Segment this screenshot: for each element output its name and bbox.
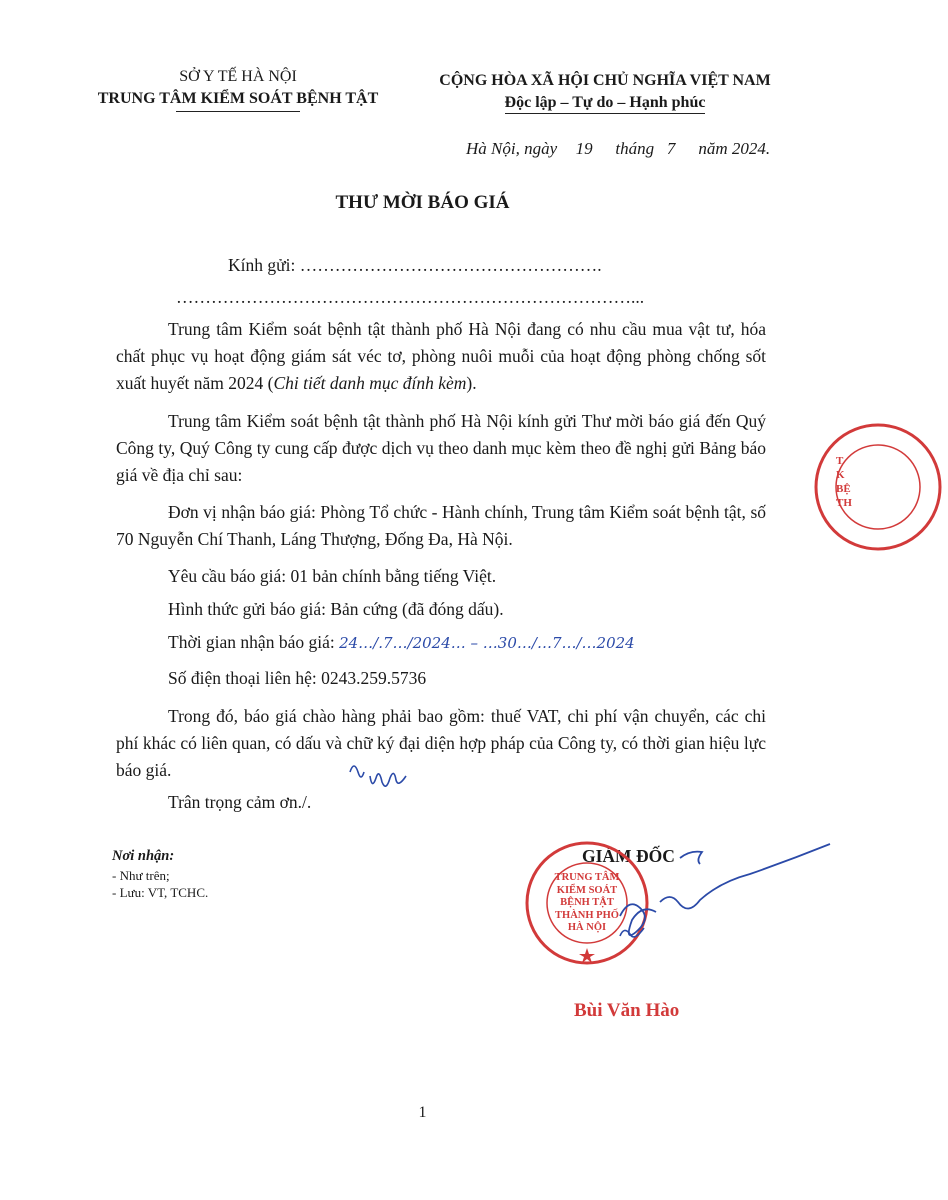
recipients-block [112, 848, 208, 901]
org-parent: SỞ Y TẾ HÀ NỘI [179, 68, 297, 85]
recipient-item: - Lưu: VT, TCHC. [112, 885, 209, 900]
salutation: Kính gửi: ……………………………………………. [228, 255, 602, 275]
country-name: CỘNG HÒA XÃ HỘI CHỦ NGHĨA VIỆT NAM [439, 72, 771, 89]
doc-title: THƯ MỜI BÁO GIÁ [335, 192, 510, 213]
recipients-label: Nơi nhận: [112, 848, 175, 864]
paragraph-invitation: Trung tâm Kiểm soát bệnh tật thành phố Hà Nội kính gửi Thư mời báo giá đến Quý Công ty, Quý Công ty cung cấp được dịch vụ theo danh mục kèm theo đề nghị gửi Bảng báo giá về địa chỉ sau: [116, 411, 766, 485]
signer-role: GIÁM ĐỐC [582, 846, 675, 866]
recipient-item: - Như trên; [112, 868, 170, 883]
closing-line: Trân trọng cảm ơn./. [168, 792, 312, 812]
motto: Độc lập – Tự do – Hạnh phúc [410, 92, 800, 114]
paragraph-conditions: Trong đó, báo giá chào hàng phải bao gồm: thuế VAT, chi phí vận chuyển, các chi phí khác có liên quan, có dấu và chữ ký đại diện hợp pháp của Công ty, có thời gian hiệu lực báo giá. [116, 706, 766, 780]
org-block [78, 66, 398, 112]
requirement-line: Yêu cầu báo giá: 01 bản chính bằng tiếng Việt. [168, 566, 497, 586]
org-underline [176, 111, 300, 112]
stamp-text: TRUNG TÂM KIỂM SOÁT BỆNH TẬT THÀNH PHỐ HÀ NỘI [554, 872, 620, 933]
handwritten-signature [560, 836, 845, 966]
date-line: Hà Nội, ngày 19 tháng 7 năm 2024. [466, 139, 771, 158]
initials-scribble [340, 752, 420, 796]
phone-line: Số điện thoại liên hệ: 0243.259.5736 [168, 668, 427, 688]
salutation-dots-line: ……………………………………………………………………... [176, 287, 645, 307]
national-block [410, 70, 800, 114]
signer-name: Bùi Văn Hào [574, 1000, 680, 1021]
receipt-time-line: Thời gian nhận báo giá: 24…/.7…/2024… – …30…/…7…/…2024 [168, 632, 635, 652]
paragraph-address: Đơn vị nhận báo giá: Phòng Tổ chức - Hành chính, Trung tâm Kiểm soát bệnh tật, số 70 Nguyễn Chí Thanh, Láng Thượng, Đống Đa, Hà Nội. [116, 502, 766, 549]
org-name: TRUNG TÂM KIỂM SOÁT BỆNH TẬT [97, 90, 379, 107]
submission-form-line: Hình thức gửi báo giá: Bản cứng (đã đóng dấu). [168, 599, 504, 619]
handwritten-dates: 24…/.7…/2024… – …30…/…7…/…2024 [339, 634, 635, 652]
partial-stamp-icon [808, 418, 948, 556]
partial-stamp-right [808, 418, 852, 556]
page-number: 1 [418, 1104, 427, 1121]
paragraph-intro: Trung tâm Kiểm soát bệnh tật thành phố Hà Nội đang có nhu cầu mua vật tư, hóa chất phục vụ hoạt động giám sát véc tơ, phòng nuôi muỗi của hoạt động phòng chống sốt xuất huyết năm 2024 (Chi tiết danh mục đính kèm). [116, 319, 766, 393]
partial-stamp-text: T K BỆ TH [836, 455, 852, 509]
